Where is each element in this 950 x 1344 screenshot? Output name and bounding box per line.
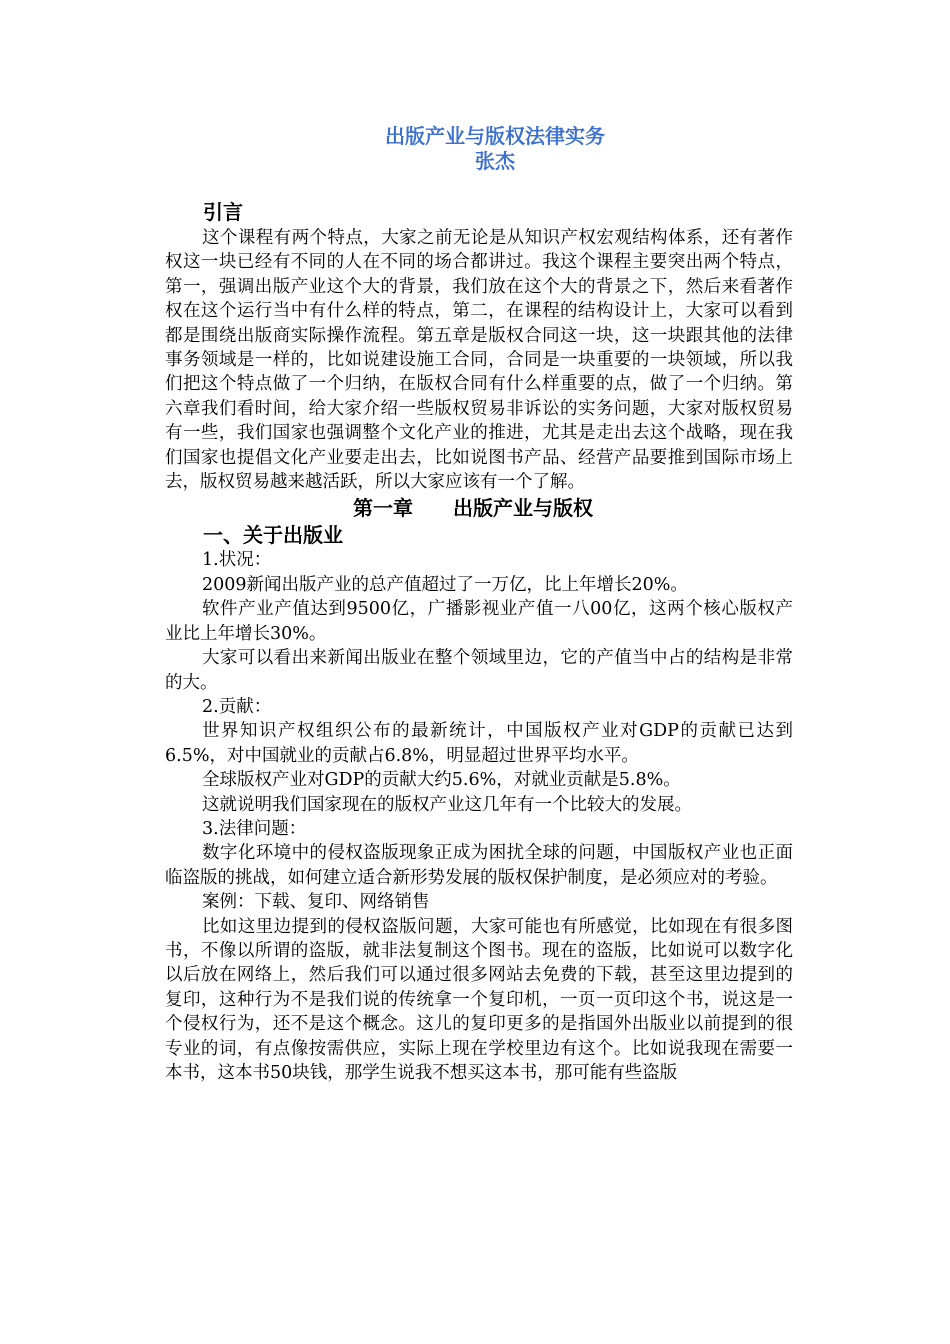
- document-author: 张杰: [475, 149, 515, 173]
- section-heading: 一、关于出版业: [203, 523, 343, 548]
- paragraph: 全球版权产业对GDP的贡献大约5.6%，对就业贡献是5.8%。: [202, 770, 681, 791]
- paragraph: 比如这里边提到的侵权盗版问题，大家可能也有所感觉，比如现在有很多图书，不像以所谓的盗版，就非法复制这个图书。现在的盗版，比如说可以数字化以后放在网络上，然后我们可以通过很多网站去免费的下载，甚至这里边提到的复印，这种行为不是我们说的传统拿一个复印机，一页一页印这个书，说这是一个侵权行为，还不是这个概念。这儿的复印更多的是指国外出版业以前提到的很专业的词，有点像按需供应，实际上现在学校里边有这个。比如说我现在需要一本书，这本书50块钱，那学生说我不想买这本书，那可能有些盗版: [165, 916, 793, 1083]
- intro-heading: 引言: [203, 200, 243, 224]
- intro-paragraph: 这个课程有两个特点，大家之前无论是从知识产权宏观结构体系，还有著作权这一块已经有不同的人在不同的场合都讲过。我这个课程主要突出两个特点，第一，强调出版产业这个大的背景，我们放在这个大的背景之下，然后来看著作权在这个运行当中有什么样的特点，第二，在课程的结构设计上，大家可以看到都是围绕出版商实际操作流程。第五章是版权合同这一块，这一块跟其他的法律事务领域是一样的，比如说建设施工合同，合同是一块重要的一块领域，所以我们把这个特点做了一个归纳，在版权合同有什么样重要的点，做了一个归纳。第六章我们看时间，给大家介绍一些版权贸易非诉讼的实务问题，大家对版权贸易有一些，我们国家也强调整个文化产业的推进，尤其是走出去这个战略，现在我们国家也提倡文化产业要走出去，比如说图书产品、经营产品要推到国际市场上去，版权贸易越来越活跃，所以大家应该有一个了解。: [165, 228, 793, 493]
- title-block: [0, 124, 950, 174]
- document-body: [165, 198, 793, 1085]
- chapter-heading: 第一章 出版产业与版权: [353, 496, 593, 521]
- paragraph: 数字化环境中的侵权盗版现象正成为困扰全球的问题，中国版权产业也正面临盗版的挑战，如何建立适合新形势发展的版权保护制度，是必须应对的考验。: [165, 843, 793, 888]
- paragraph: 这就说明我们国家现在的版权产业这几年有一个比较大的发展。: [202, 794, 692, 815]
- contribution-label: 2.贡献：: [202, 696, 272, 717]
- paragraph: 大家可以看出来新闻出版业在整个领域里边，它的产值当中占的结构是非常的大。: [165, 648, 793, 693]
- document-title: 出版产业与版权法律实务: [385, 124, 605, 148]
- legal-issues-label: 3.法律问题：: [202, 818, 307, 839]
- paragraph: 世界知识产权组织公布的最新统计，中国版权产业对GDP的贡献已达到6.5%，对中国就业的贡献占6.8%，明显超过世界平均水平。: [165, 721, 793, 766]
- paragraph: 软件产业产值达到9500亿，广播影视业产值一八00亿，这两个核心版权产业比上年增长30%。: [165, 599, 793, 644]
- case-label: 案例：下载、复印、网络销售: [202, 892, 430, 913]
- paragraph: 2009新闻出版产业的总产值超过了一万亿，比上年增长20%。: [202, 574, 688, 595]
- status-label: 1.状况：: [202, 550, 272, 571]
